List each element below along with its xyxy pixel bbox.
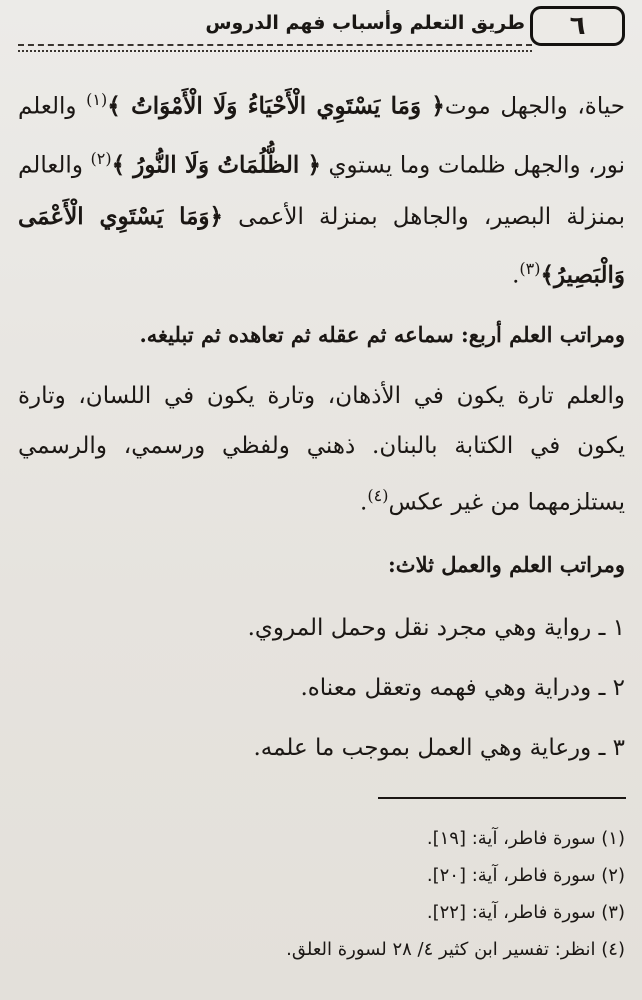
quran-verse: ﴿وَمَا يَسْتَوِي الْأَعْمَى وَالْبَصِيرُ﴾ <box>18 203 625 289</box>
header-divider <box>18 44 532 46</box>
footnotes <box>18 820 625 968</box>
text-segment: والعلم تارة يكون في الأذهان، وتارة يكون في اللسان، وتارة يكون في الكتابة بالبنان. ذهني ولفظي ورسمي، والرسمي يستلزمهما من غير عكس <box>18 383 625 516</box>
list-item-2: ٢ ـ ودراية وهي فهمه وتعقل معناه. <box>300 675 625 701</box>
footnote-3: (٣) سورة فاطر، آية: [٢٢]. <box>426 902 625 923</box>
quran-verse: ﴿ الظُّلُمَاتُ وَلَا النُّورُ ﴾ <box>111 151 321 179</box>
text-segment: . <box>360 489 368 516</box>
text-segment: والعلم نور، والجهل ظلمات وما يستوي <box>18 93 625 179</box>
quran-verse: ﴿ وَمَا يَسْتَوِي الْأَحْيَاءُ وَلَا الْأَمْوَاتُ ﴾ <box>107 92 445 120</box>
footnote-ref: (٢) <box>90 148 112 168</box>
levels-heading: ومراتب العلم والعمل ثلاث: <box>388 552 625 577</box>
footnote-ref: (٤) <box>367 486 389 505</box>
footnote-2: (٢) سورة فاطر، آية: [٢٠]. <box>426 865 625 886</box>
text-segment: . <box>512 262 520 289</box>
text-segment: حياة، والجهل موت <box>444 93 625 120</box>
text-segment: والعالم بمنزلة البصير، والجاهل بمنزلة الأعمى <box>18 152 625 231</box>
page-number: ٦ <box>530 6 625 46</box>
footnote-divider <box>378 797 626 799</box>
header-divider-secondary <box>18 50 532 52</box>
footnote-ref: (١) <box>86 90 108 109</box>
running-title: طريق التعلم وأسباب فهم الدروس <box>205 12 525 34</box>
footnote-4: (٤) انظر: تفسير ابن كثير ٤/ ٢٨ لسورة العلق. <box>286 939 625 960</box>
paragraph-knowledge-life <box>18 74 625 302</box>
ranks-heading: ومراتب العلم أربع: سماعه ثم عقله ثم تعاهده ثم تبليغه. <box>139 322 625 347</box>
footnote-1: (١) سورة فاطر، آية: [١٩]. <box>426 828 625 849</box>
footnote-ref: (٣) <box>519 259 541 279</box>
list-item-1: ١ ـ رواية وهي مجرد نقل وحمل المروي. <box>247 615 625 641</box>
paragraph-knowledge-forms <box>18 371 625 528</box>
list-item-3: ٣ ـ ورعاية وهي العمل بموجب ما علمه. <box>253 735 625 761</box>
